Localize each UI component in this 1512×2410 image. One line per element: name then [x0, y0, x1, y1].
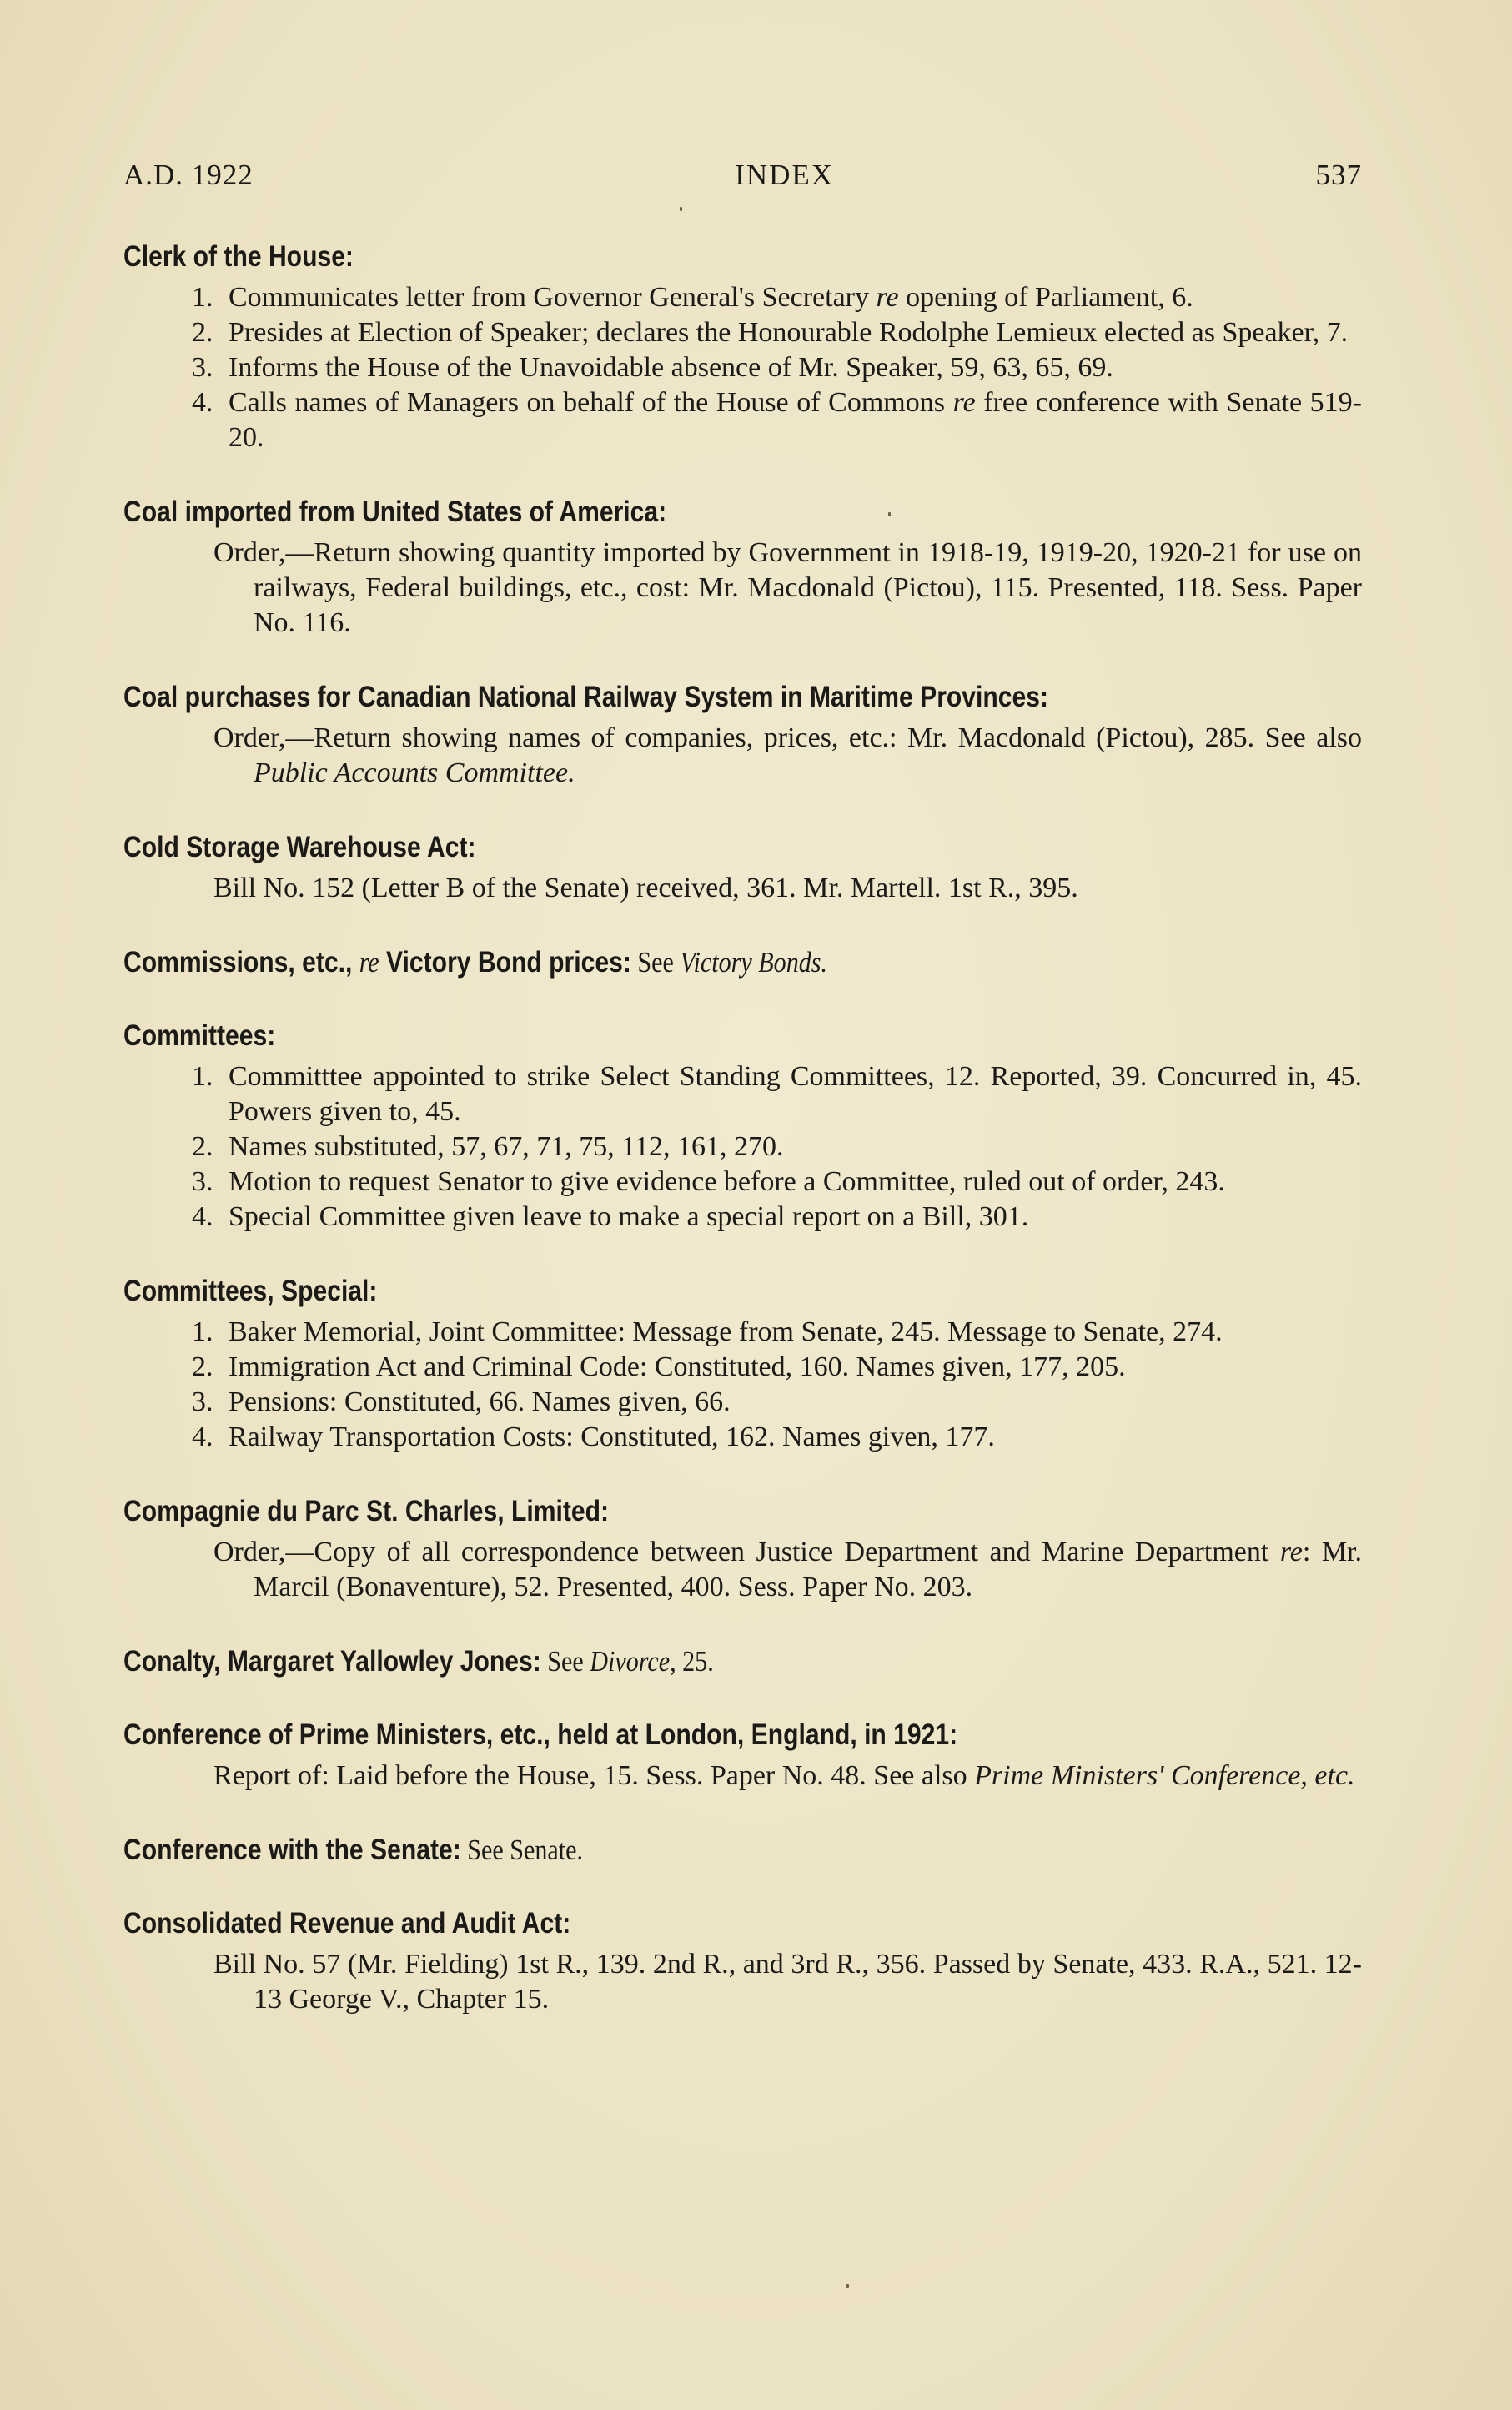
list-item — [123, 1200, 1362, 1235]
entry-text: Bill No. 57 (Mr. Fielding) 1st R., 139. 2nd R., and 3rd R., 356. Passed by Senate, 433. R.A., 521. 12-13 George V., Chapter 15. — [213, 1949, 1362, 2015]
entry-text-roman: Report of: Laid before the House, 15. Sess. Paper No. 48. See also — [213, 1760, 975, 1791]
entry-heading: Coal purchases for Canadian National Railway System in Maritime Provinces: — [123, 681, 1049, 713]
entry-text — [150, 1535, 1362, 1605]
item-number: 4. — [192, 1421, 213, 1452]
entry-re: re — [1279, 1537, 1303, 1567]
index-entry-cold-storage — [123, 831, 1362, 906]
paper-speck — [888, 512, 891, 516]
item-number: 2. — [192, 317, 213, 348]
heading-part: Conference with the Senate: — [123, 1834, 461, 1866]
index-entry-consolidated-revenue — [123, 1907, 1362, 2017]
entry-heading: Clerk of the House: — [123, 240, 354, 273]
index-entry-conalty — [123, 1645, 1362, 1678]
entry-heading: Cold Storage Warehouse Act: — [123, 831, 476, 863]
heading-part: Conalty, Margaret Yallowley Jones: — [123, 1645, 541, 1678]
list-item — [123, 1315, 1362, 1350]
see-label: See Senate. — [460, 1834, 584, 1866]
paper-speck — [680, 207, 682, 211]
index-entry-committees-special — [123, 1275, 1362, 1455]
item-number: 2. — [192, 1131, 213, 1162]
item-number: 1. — [192, 282, 213, 313]
list-item — [123, 1385, 1362, 1420]
entry-text-tail: : Mr. Marcil (Bonaventure), 52. Presented, 400. Sess. Paper No. 203. — [254, 1537, 1362, 1602]
item-text: Immigration Act and Criminal Code: Constituted, 160. Names given, 177, 205. — [229, 1351, 1126, 1382]
list-item — [123, 280, 1362, 315]
item-italic: re — [952, 387, 976, 418]
cross-reference: Victory Bonds. — [680, 946, 828, 979]
item-text: Baker Memorial, Joint Committee: Message from Senate, 245. Message to Senate, 274. — [229, 1316, 1223, 1347]
index-entry-coal-purchases — [123, 681, 1362, 791]
item-text: Committtee appointed to strike Select Standing Committees, 12. Reported, 39. Concurred in, 45. Powers given to, 45. — [229, 1061, 1362, 1127]
entry-text — [150, 1758, 1362, 1794]
item-text: Pensions: Constituted, 66. Names given, 66. — [229, 1386, 731, 1417]
entry-text — [150, 721, 1362, 791]
item-text: Informs the House of the Unavoidable absence of Mr. Speaker, 59, 63, 65, 69. — [229, 352, 1113, 383]
header-title: INDEX — [735, 158, 835, 191]
item-number: 3. — [192, 1166, 213, 1197]
entry-text: Bill No. 152 (Letter B of the Senate) received, 361. Mr. Martell. 1st R., 395. — [213, 873, 1078, 903]
list-item — [123, 350, 1362, 385]
index-entry-committees — [123, 1019, 1362, 1235]
list-item — [123, 315, 1362, 350]
see-label: See — [630, 946, 681, 979]
page-number: 537 — [1315, 158, 1362, 191]
list-item — [123, 1420, 1362, 1455]
entry-heading: Committees: — [123, 1019, 276, 1052]
cross-reference: Prime Ministers' Conference, etc. — [974, 1760, 1355, 1791]
item-text-tail: free conference with Senate 519-20. — [229, 387, 1362, 453]
list-item — [123, 1130, 1362, 1165]
item-number: 4. — [192, 1201, 213, 1232]
index-entry-conference-prime-ministers — [123, 1718, 1362, 1794]
item-text: Motion to request Senator to give evidence before a Committee, ruled out of order, 243. — [229, 1166, 1225, 1197]
index-entry-coal-imported — [123, 496, 1362, 641]
entry-heading: Compagnie du Parc St. Charles, Limited: — [123, 1495, 610, 1527]
item-text: Presides at Election of Speaker; declares the Honourable Rodolphe Lemieux elected as Speaker, 7. — [229, 317, 1349, 348]
cross-reference-page: 25. — [676, 1645, 714, 1678]
item-text: Names substituted, 57, 67, 71, 75, 112, 161, 270. — [229, 1131, 784, 1162]
entry-text: Order,—Return showing quantity imported by Government in 1918-19, 1919-20, 1920-21 for use on railways, Federal buildings, etc., cost: Mr. Macdonald (Pictou), 115. Presented, 118. Sess. Paper No. 116. — [213, 537, 1362, 638]
item-number: 4. — [192, 387, 213, 418]
heading-part: Victory Bond prices: — [379, 946, 631, 979]
item-number: 1. — [192, 1316, 213, 1347]
item-text: Communicates letter from Governor General's Secretary — [229, 282, 877, 313]
index-entry-conference-with-senate — [123, 1834, 1362, 1867]
item-italic: re — [876, 282, 899, 313]
heading-re: re — [359, 946, 379, 979]
cross-reference: Public Accounts Committee. — [254, 757, 575, 788]
header-year: A.D. 1922 — [123, 158, 254, 191]
item-text-tail: opening of Parliament, 6. — [898, 282, 1193, 313]
item-text: Calls names of Managers on behalf of the House of Commons — [229, 387, 953, 418]
entry-text-roman: Order,—Return showing names of companies, prices, etc.: Mr. Macdonald (Pictou), 285. See also — [213, 722, 1362, 753]
list-item — [123, 1350, 1362, 1385]
item-number: 1. — [192, 1061, 213, 1092]
index-entry-compagnie-du-parc — [123, 1495, 1362, 1605]
entry-text-roman: Order,—Copy of all correspondence between Justice Department and Marine Department — [213, 1537, 1280, 1567]
list-item — [123, 1059, 1362, 1130]
entry-heading: Conference of Prime Ministers, etc., held at London, England, in 1921: — [123, 1718, 958, 1751]
item-text: Railway Transportation Costs: Constituted, 162. Names given, 177. — [229, 1421, 995, 1452]
heading-part: Commissions, etc., — [123, 946, 359, 979]
entry-heading — [123, 1645, 1188, 1678]
cross-reference: Divorce, — [590, 1645, 676, 1678]
list-item — [123, 385, 1362, 455]
paper-speck — [846, 2284, 849, 2288]
entry-heading: Coal imported from United States of America: — [123, 496, 667, 528]
item-number: 3. — [192, 1386, 213, 1417]
entry-heading: Committees, Special: — [123, 1275, 378, 1307]
item-number: 3. — [192, 352, 213, 383]
item-text: Special Committee given leave to make a special report on a Bill, 301. — [229, 1201, 1029, 1232]
index-entry-commissions — [123, 946, 1362, 979]
entry-heading: Consolidated Revenue and Audit Act: — [123, 1907, 571, 1940]
see-label: See — [540, 1645, 590, 1678]
item-number: 2. — [192, 1351, 213, 1382]
running-head — [123, 158, 1362, 192]
entry-heading — [123, 1834, 1188, 1867]
entry-heading — [123, 946, 1188, 979]
index-entry-clerk-of-the-house — [123, 240, 1362, 455]
list-item — [123, 1165, 1362, 1200]
